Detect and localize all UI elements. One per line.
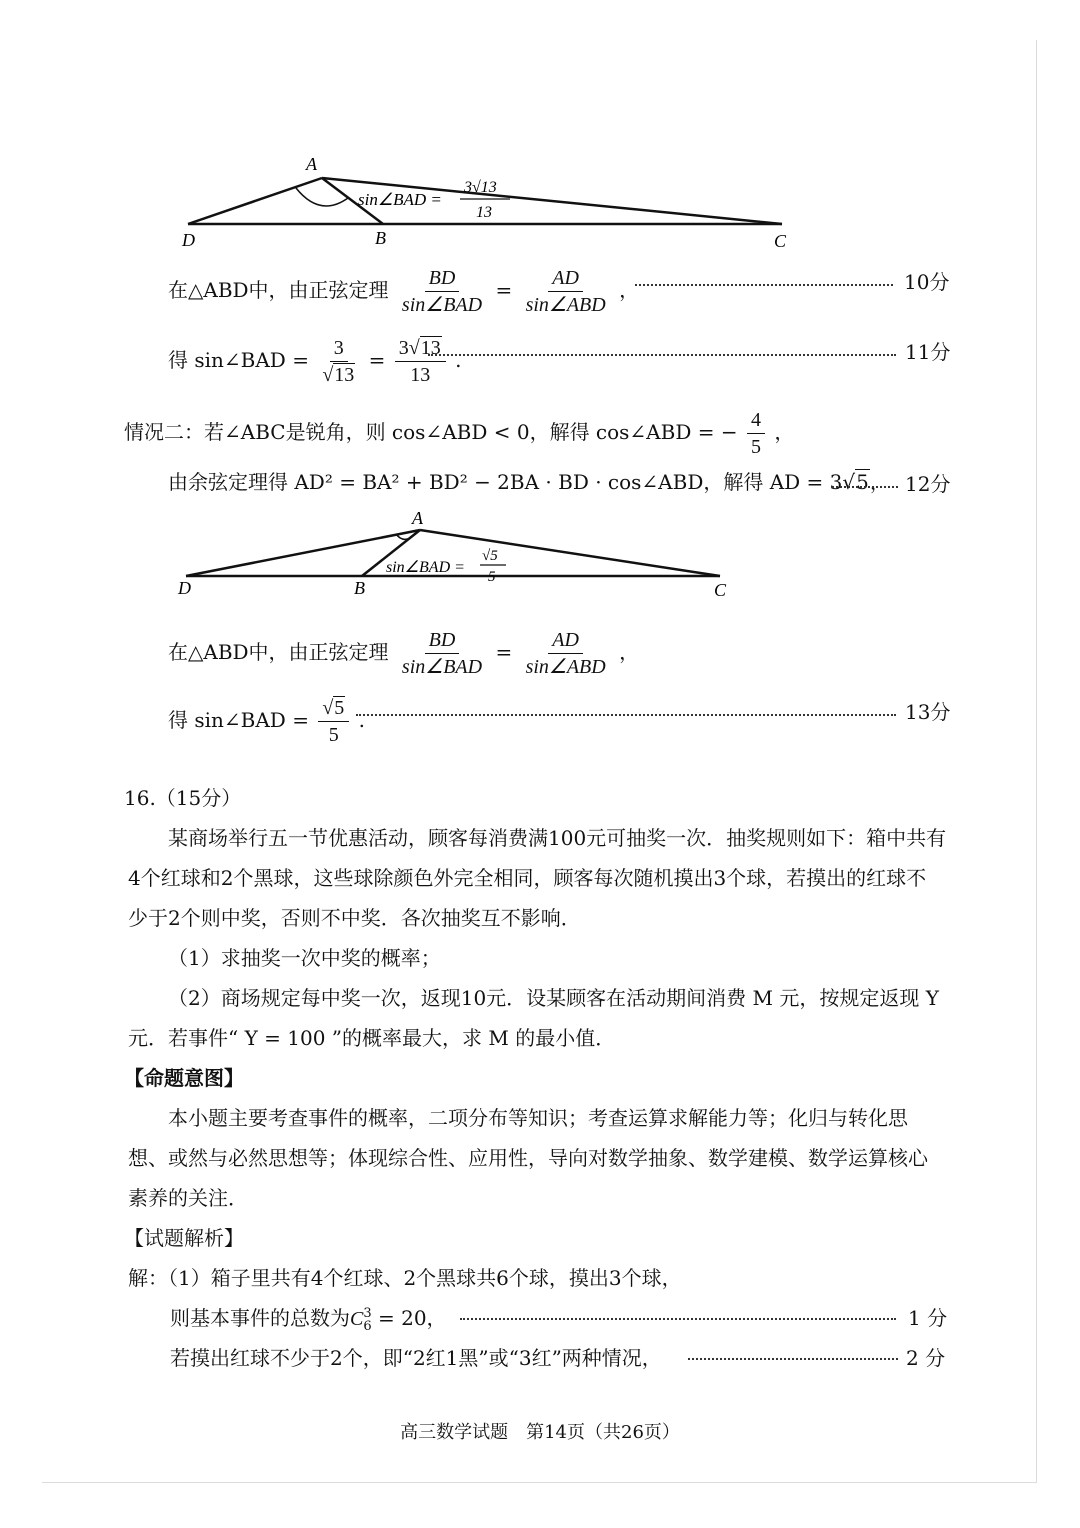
- fraction-root5-over-5: $\frac{√5}{5}$: [318, 696, 349, 747]
- point-label-A: A: [412, 508, 423, 528]
- score-2: 2 分: [906, 1346, 946, 1370]
- score-13: 13分: [905, 700, 951, 724]
- point-label-B: B: [375, 228, 386, 248]
- annotation-left: sin∠BAD =: [358, 190, 442, 209]
- fraction-3root13-over-13: $\frac{3√13}{13}$: [395, 336, 446, 387]
- line-case-two: 情况二：若∠ABC是锐角，则 cos∠ABD < 0，解得 cos∠ABD = − $\frac{4}{5}$ ，: [124, 409, 795, 458]
- score-11: 11分: [905, 340, 951, 364]
- score-10: 10分: [904, 270, 950, 294]
- analysis-heading: 【试题解析】: [124, 1226, 244, 1250]
- point-label-B: B: [354, 578, 365, 598]
- annotation-num: √5: [482, 548, 498, 564]
- fraction-BD-over-sin: $\frac{BD}{\text{sin∠BAD}}$: [401, 629, 483, 678]
- annotation-num: 3√13: [464, 179, 497, 196]
- intent-text-2: 想、或然与必然思想等；体现综合性、应用性，导向对数学抽象、数学建模、数学运算核心: [128, 1146, 928, 1170]
- dot-leader: [688, 1358, 898, 1360]
- analysis-step-1: 解：（1）箱子里共有4个红球、2个黑球共6个球，摸出3个球，: [128, 1266, 682, 1290]
- question-16-part-2b: 元．若事件“ Y = 100 ”的概率最大，求 M 的最小值．: [128, 1026, 616, 1050]
- question-16-text-2: 4个红球和2个黑球，这些球除颜色外完全相同，顾客每次随机摸出3个球，若摸出的红球不: [128, 866, 927, 890]
- point-label-C: C: [774, 231, 787, 251]
- analysis-step-2: 则基本事件的总数为C 3 6 = 20，: [170, 1305, 447, 1334]
- question-16-text-3: 少于2个则中奖，否则不中奖．各次抽奖互不影响．: [128, 906, 581, 930]
- question-16-part-1: （1）求抽奖一次中奖的概率；: [168, 946, 441, 970]
- annotation-den: 5: [488, 569, 496, 585]
- score-1: 1 分: [908, 1306, 948, 1330]
- point-label-D: D: [182, 230, 195, 250]
- fraction-4-over-5: $\frac{4}{5}$: [747, 408, 765, 459]
- dot-leader: [356, 714, 896, 716]
- point-label-C: C: [714, 580, 727, 600]
- line-sin-result-2: 得 sin∠BAD = $\frac{√5}{5}$ .: [168, 697, 366, 746]
- segment-DA: [188, 178, 322, 224]
- intent-heading: 【命题意图】: [124, 1066, 244, 1090]
- fraction-AD-over-sin: $\frac{AD}{\text{sin∠ABD}}$: [525, 629, 606, 678]
- fraction-BD-over-sin: $\frac{BD}{\text{sin∠BAD}}$: [401, 267, 483, 316]
- triangle-figure-1: [170, 150, 810, 255]
- annotation-den: 13: [476, 204, 492, 221]
- question-16-text-1: 某商场举行五一节优惠活动，顾客每消费满100元可抽奖一次．抽奖规则如下：箱中共有: [168, 826, 947, 850]
- intent-text-3: 素养的关注．: [128, 1186, 248, 1210]
- page-footer: 高三数学试题 第14页（共26页）: [400, 1422, 680, 1443]
- text-prefix: 在△ABD中，由正弦定理: [168, 278, 389, 302]
- point-label-A: A: [306, 154, 317, 174]
- dot-leader: [832, 486, 898, 488]
- dot-leader: [428, 354, 896, 356]
- intent-text-1: 本小题主要考查事件的概率，二项分布等知识；考查运算求解能力等；化归与转化思: [168, 1106, 908, 1130]
- annotation-left: sin∠BAD =: [386, 559, 465, 576]
- question-16-heading: 16.（15分）: [124, 786, 242, 810]
- line-cosine-law: 由余弦定理得 AD² = BA² + BD² − 2BA · BD · cos∠ABD，解得 AD = 3√5，: [168, 470, 890, 494]
- question-16-part-2a: （2）商场规定每中奖一次，返现10元．设某顾客在活动期间消费 M 元，按规定返现 Y: [168, 986, 939, 1010]
- dot-leader: [460, 1318, 896, 1320]
- triangle-figure-2: [170, 508, 750, 603]
- point-label-D: D: [178, 578, 191, 598]
- fraction-3-over-root13: $\frac{3}{√13}$: [322, 337, 355, 386]
- dot-leader: [635, 284, 893, 286]
- score-12: 12分: [905, 472, 951, 496]
- fraction-AD-over-sin: $\frac{AD}{\text{sin∠ABD}}$: [525, 267, 606, 316]
- line-sine-law-2: 在△ABD中，由正弦定理 $\frac{BD}{\text{sin∠BAD}}$ = $\frac{AD}{\text{sin∠ABD}}$ ，: [168, 629, 640, 678]
- line-sine-law-1: 在△ABD中，由正弦定理 $\frac{BD}{\text{sin∠BAD}}$ = $\frac{AD}{\text{sin∠ABD}}$ ，: [168, 267, 640, 316]
- analysis-step-3: 若摸出红球不少于2个，即“2红1黑”或“3红”两种情况，: [170, 1346, 662, 1370]
- line-sin-result-1: 得 sin∠BAD = $\frac{3}{√13}$ = $\frac{3√13}{13}$ .: [168, 337, 462, 386]
